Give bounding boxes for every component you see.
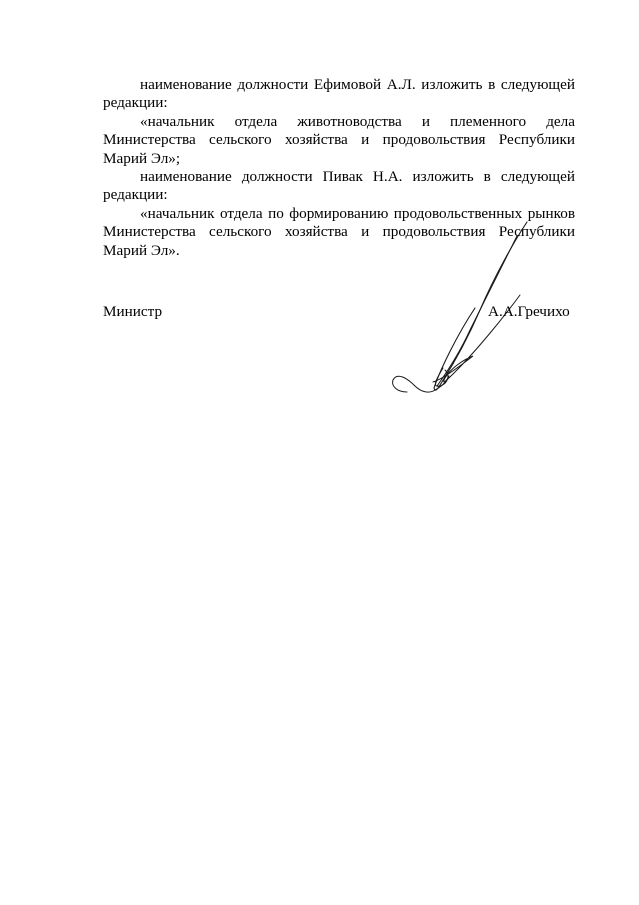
handwritten-signature: [385, 200, 545, 400]
paragraph-2: «начальник отдела животноводства и племенного дела Министерства сельского хозяйства и продовольствия Республики Марий Эл»;: [103, 112, 575, 167]
paragraph-1: наименование должности Ефимовой А.Л. изложить в следующей редакции:: [103, 76, 575, 112]
paragraph-3: наименование должности Пивак Н.А. изложить в следующей редакции:: [103, 168, 575, 204]
paragraph-4: «начальник отдела по формированию продовольственных рынков Министерства сельского хозяйства и продовольствия Республики Марий Эл».: [103, 204, 575, 259]
signatory-name: А.А.Гречихо: [488, 303, 570, 320]
signatory-title: Министр: [103, 303, 163, 320]
